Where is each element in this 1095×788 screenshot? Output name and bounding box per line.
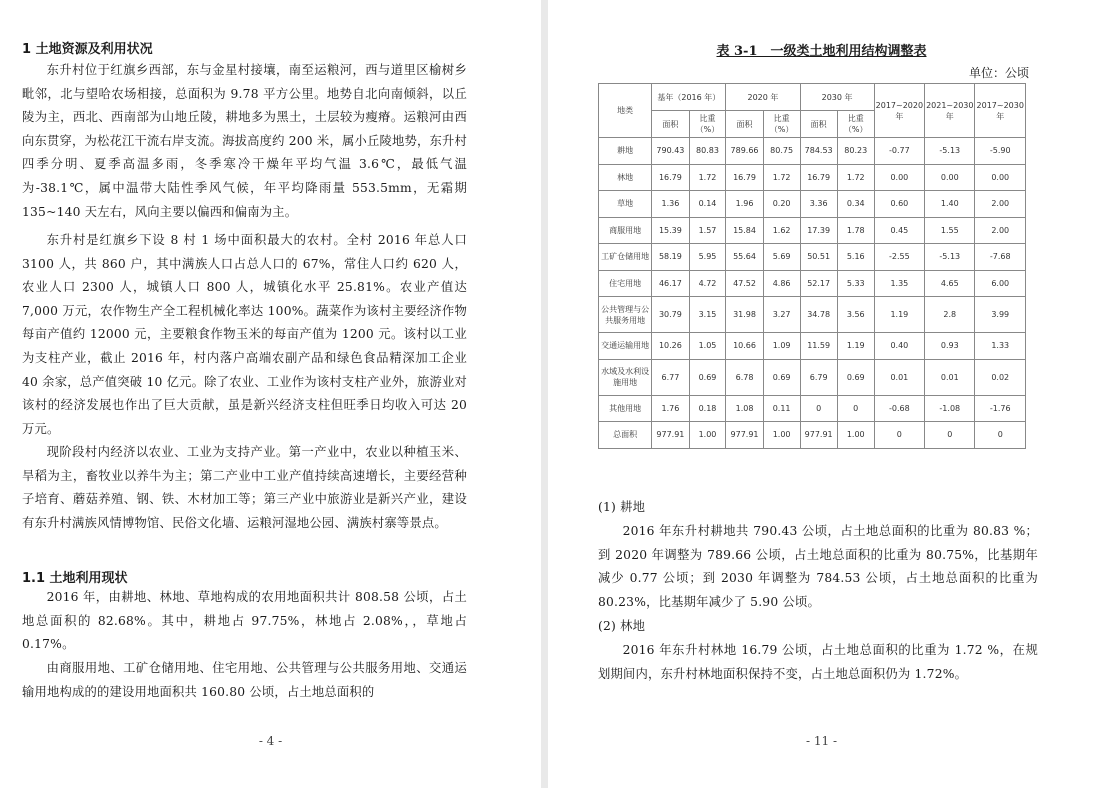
table-cell: 1.00 — [837, 422, 874, 449]
table-cell: 34.78 — [800, 297, 837, 333]
table-cell: 4.65 — [925, 270, 975, 297]
table-cell: 1.09 — [763, 333, 800, 360]
table-cell: 16.79 — [800, 164, 837, 191]
page-number: - 11 - — [805, 734, 837, 748]
table-cell: 55.64 — [726, 244, 763, 271]
table-cell: 2.00 — [975, 217, 1026, 244]
table-cell: 52.17 — [800, 270, 837, 297]
table-cell: 1.72 — [689, 164, 726, 191]
table-cell: 80.23 — [837, 138, 874, 165]
table-row — [599, 395, 1026, 422]
row-land-type: 其他用地 — [599, 395, 652, 422]
table-cell: 0.69 — [763, 359, 800, 395]
table-cell: 1.72 — [763, 164, 800, 191]
table-cell: 0 — [975, 422, 1026, 449]
table-cell: 0.18 — [689, 395, 726, 422]
table-cell: 0.00 — [975, 164, 1026, 191]
table-cell: 6.00 — [975, 270, 1026, 297]
table-cell: 11.59 — [800, 333, 837, 360]
table-cell: 0 — [925, 422, 975, 449]
table-cell: 1.33 — [975, 333, 1026, 360]
table-row — [599, 217, 1026, 244]
row-land-type: 总面积 — [599, 422, 652, 449]
table-cell: 5.33 — [837, 270, 874, 297]
table-row — [599, 244, 1026, 271]
table-cell: -0.77 — [874, 138, 924, 165]
header-land-type: 地类 — [599, 84, 652, 138]
table-cell: -5.13 — [925, 244, 975, 271]
table-cell: 0 — [837, 395, 874, 422]
table-cell: 2.00 — [975, 191, 1026, 218]
table-cell: 1.62 — [763, 217, 800, 244]
header-change-2021-2030: 2021~2030 年 — [925, 84, 975, 138]
table-cell: 790.43 — [652, 138, 689, 165]
table-cell: 0.00 — [925, 164, 975, 191]
table-cell: 977.91 — [652, 422, 689, 449]
header-area: 面积 — [726, 111, 763, 138]
row-land-type: 林地 — [599, 164, 652, 191]
table-cell: 1.08 — [726, 395, 763, 422]
header-change-2017-2030: 2017~2030 年 — [975, 84, 1026, 138]
table-cell: 0.20 — [763, 191, 800, 218]
table-cell: 789.66 — [726, 138, 763, 165]
page-number: - 4 - — [258, 734, 283, 748]
table-row — [599, 138, 1026, 165]
table-cell: -0.68 — [874, 395, 924, 422]
right-page — [548, 0, 1095, 788]
header-change-2017-2020: 2017~2020 年 — [874, 84, 924, 138]
table-cell: 16.79 — [726, 164, 763, 191]
paragraph-economy: 现阶段村内经济以农业、工业为支持产业。第一产业中，农业以种植玉米、旱稻为主，畜牧业以养牛为主；第二产业中工业产值持续高速增长，主要经营种子培育、蘑菇养殖、钢、铁、木材加工等；第三产业中旅游业是新兴产业，建设有东升村满族风情博物馆、民俗文化墙、运粮河湿地公园、满族村寨等景点。 — [22, 445, 467, 530]
header-base-year: 基年（2016 年） — [652, 84, 726, 111]
table-cell: 1.96 — [726, 191, 763, 218]
table-cell: 15.39 — [652, 217, 689, 244]
table-cell: 1.19 — [837, 333, 874, 360]
row-land-type: 公共管理与公共服务用地 — [599, 297, 652, 333]
header-ratio: 比重（%） — [689, 111, 726, 138]
table-cell: 46.17 — [652, 270, 689, 297]
table-cell: 6.78 — [726, 359, 763, 395]
table-cell: 30.79 — [652, 297, 689, 333]
table-row — [599, 270, 1026, 297]
table-cell: 0.45 — [874, 217, 924, 244]
table-cell: 0.14 — [689, 191, 726, 218]
table-cell: 1.57 — [689, 217, 726, 244]
table-cell: 80.75 — [763, 138, 800, 165]
table-cell: 6.79 — [800, 359, 837, 395]
table-cell: -1.76 — [975, 395, 1026, 422]
table-cell: 17.39 — [800, 217, 837, 244]
paragraph-woodland-change: 2016 年东升村林地 16.79 公顷，占土地总面积的比重为 1.72 %，在规划期间内，东升村林地面积保持不变，占土地总面积仍为 1.72%。 — [598, 643, 1038, 681]
table-cell: 4.72 — [689, 270, 726, 297]
table-cell: 1.55 — [925, 217, 975, 244]
paragraph-farmland-change: 2016 年东升村耕地共 790.43 公顷，占土地总面积的比重为 80.83 %；到 2020 年调整为 789.66 公顷，占土地总面积的比重为 80.75%，比基期年减少 0.77 公顷；到 2030 年调整为 784.53 公顷，占土地总面积的比重为 80.23%，比基期年减少了 5.90 公顷。 — [598, 524, 1038, 609]
header-2020: 2020 年 — [726, 84, 800, 111]
left-page — [0, 0, 541, 788]
table-cell: 0.93 — [925, 333, 975, 360]
row-land-type: 商服用地 — [599, 217, 652, 244]
table-cell: 5.69 — [763, 244, 800, 271]
paragraph-population: 东升村是红旗乡下设 8 村 1 场中面积最大的农村。全村 2016 年总人口 3100 人，共 860 户，其中满族人口占总人口的 67%，常住人口约 620 人，农业人口 2300 人，城镇人口 800 人，城镇化水平 25.81%。农业产值达 7,000 万元，农作物生产全工程机械化率达 100%。蔬菜作为该村主要经济作物每亩产值约 12000 元，主要粮食作物玉米的每亩产值为 1200 元。该村以工业为支柱产业，截止 2016 年，村内落户高端农副产品和绿色食品精深加工企业 40 余家，总产值突破 10 亿元。除了农业、工业作为该村支柱产业外，旅游业对该村的经济发展也作出了巨大贡献，虽是新兴经济支柱但旺季日均收入可达 20 万元。 — [22, 233, 467, 436]
table-cell: 0 — [874, 422, 924, 449]
heading-farmland: (1) 耕地 — [598, 500, 646, 514]
table-cell: 3.56 — [837, 297, 874, 333]
table-cell: 0.02 — [975, 359, 1026, 395]
table-cell: 784.53 — [800, 138, 837, 165]
row-land-type: 工矿仓储用地 — [599, 244, 652, 271]
header-area: 面积 — [652, 111, 689, 138]
table-cell: 10.26 — [652, 333, 689, 360]
land-use-adjustment-table — [598, 83, 1026, 449]
header-2030: 2030 年 — [800, 84, 874, 111]
table-cell: 1.78 — [837, 217, 874, 244]
table-cell: 0 — [800, 395, 837, 422]
table-cell: 3.27 — [763, 297, 800, 333]
table-row — [599, 333, 1026, 360]
table-cell: 1.05 — [689, 333, 726, 360]
table-row — [599, 359, 1026, 395]
table-cell: 0.40 — [874, 333, 924, 360]
heading-woodland: (2) 林地 — [598, 619, 646, 633]
table-cell: 1.36 — [652, 191, 689, 218]
table-cell: 1.40 — [925, 191, 975, 218]
table-cell: -1.08 — [925, 395, 975, 422]
table-title: 表 3-1 一级类土地利用结构调整表 — [716, 44, 927, 59]
header-ratio: 比重（%） — [763, 111, 800, 138]
paragraph-farmland: 2016 年，由耕地、林地、草地构成的农用地面积共计 808.58 公顷，占土地总面积的 82.68%。其中，耕地占 97.75%，林地占 2.08%，，草地占 0.17%。 — [22, 590, 467, 652]
table-cell: 1.19 — [874, 297, 924, 333]
table-cell: 1.35 — [874, 270, 924, 297]
table-cell: 1.00 — [763, 422, 800, 449]
header-ratio: 比重（%） — [837, 111, 874, 138]
table-cell: 5.16 — [837, 244, 874, 271]
subsection-title: 1.1 土地利用现状 — [22, 571, 128, 586]
table-cell: 1.72 — [837, 164, 874, 191]
table-cell: 977.91 — [726, 422, 763, 449]
table-cell: 0.11 — [763, 395, 800, 422]
table-row — [599, 164, 1026, 191]
paragraph-location: 东升村位于红旗乡西部，东与金星村接壤，南至运粮河，西与道里区榆树乡毗邻，北与望哈农场相接，总面积为 9.78 平方公里。地势自北向南倾斜，以丘陵为主，西北、西南部为山地丘陵，耕地多为黑土，土层较为瘦瘠。运粮河由西向东贯穿，为松花江干流右岸支流。海拔高度约 200 米，属小丘陵地势，东升村四季分明、夏季高温多雨，冬季寒冷干燥年平均气温 3.6℃，最低气温为-38.1℃，属中温带大陆性季风气候，年平均降雨量 553.5mm，无霜期 135~140 天左右，风向主要以偏西和偏南为主。 — [22, 63, 467, 219]
table-cell: 6.77 — [652, 359, 689, 395]
table-cell: 58.19 — [652, 244, 689, 271]
row-land-type: 交通运输用地 — [599, 333, 652, 360]
table-cell: -5.90 — [975, 138, 1026, 165]
section-title: 1 土地资源及利用状况 — [22, 42, 153, 57]
table-cell: 3.36 — [800, 191, 837, 218]
table-cell: 3.99 — [975, 297, 1026, 333]
table-cell: 4.86 — [763, 270, 800, 297]
table-cell: 0.34 — [837, 191, 874, 218]
table-cell: 10.66 — [726, 333, 763, 360]
row-land-type: 耕地 — [599, 138, 652, 165]
table-cell: 0.69 — [837, 359, 874, 395]
table-row — [599, 422, 1026, 449]
table-cell: 15.84 — [726, 217, 763, 244]
unit-label: 单位：公顷 — [968, 66, 1029, 80]
table-cell: 3.15 — [689, 297, 726, 333]
paragraph-construction-land: 由商服用地、工矿仓储用地、住宅用地、公共管理与公共服务用地、交通运输用地构成的的建设用地面积共 160.80 公顷，占土地总面积的 — [22, 661, 467, 699]
table-cell: -7.68 — [975, 244, 1026, 271]
table-cell: 80.83 — [689, 138, 726, 165]
row-land-type: 草地 — [599, 191, 652, 218]
table-cell: -5.13 — [925, 138, 975, 165]
table-cell: 0.60 — [874, 191, 924, 218]
header-area: 面积 — [800, 111, 837, 138]
table-cell: 2.8 — [925, 297, 975, 333]
row-land-type: 水域及水利设施用地 — [599, 359, 652, 395]
table-cell: 0.69 — [689, 359, 726, 395]
table-cell: 0.00 — [874, 164, 924, 191]
row-land-type: 住宅用地 — [599, 270, 652, 297]
table-cell: 5.95 — [689, 244, 726, 271]
table-cell: 1.00 — [689, 422, 726, 449]
table-cell: 977.91 — [800, 422, 837, 449]
table-cell: 0.01 — [874, 359, 924, 395]
table-cell: 16.79 — [652, 164, 689, 191]
table-cell: 50.51 — [800, 244, 837, 271]
table-cell: 31.98 — [726, 297, 763, 333]
table-cell: 1.76 — [652, 395, 689, 422]
table-cell: 0.01 — [925, 359, 975, 395]
table-row — [599, 297, 1026, 333]
table-cell: -2.55 — [874, 244, 924, 271]
table-cell: 47.52 — [726, 270, 763, 297]
table-row — [599, 191, 1026, 218]
